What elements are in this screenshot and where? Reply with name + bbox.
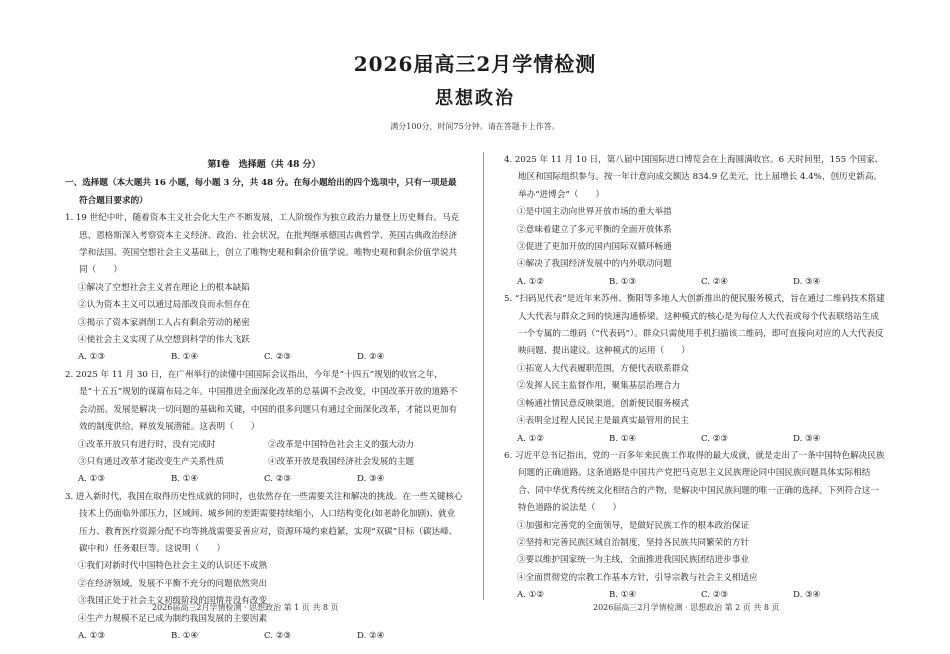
answer-choice-b: B. ①④ <box>171 474 199 485</box>
option-row <box>65 454 463 471</box>
option: ②发挥人民主监督作用，聚集基层治理合力 <box>517 381 681 392</box>
option: ②在经济领域，发展不平衡不充分的问题依然突出 <box>78 578 268 589</box>
answer-choice-c: C. ②③ <box>701 433 729 444</box>
answer-choice-a: A. ①③ <box>78 630 106 641</box>
option: ④解决了我国经济发展中的内外联动问题 <box>517 259 672 270</box>
option: ①改革开放只有进行时，没有完成时 <box>78 439 216 450</box>
answer-choice-c: C. ②③ <box>264 474 292 485</box>
question-stem: 1. 19 世纪中叶，随着资本主义社会化大生产不断发展，工人阶级作为独立政治力量登上历史舞台。马克思、恩格斯深入考察资本主义经济、政治、社会状况，在批判继承德国古典哲学、英国古典政治经济学和法国、英国空想社会主义基础上，创立了唯物史观和剩余价值学说。唯物史观和剩余价值学说共同（ ） <box>65 213 460 276</box>
answer-choice-d: D. ③④ <box>793 590 821 601</box>
exam-title: 2026届高三2月学情检测 <box>353 52 597 76</box>
option: ①解决了空想社会主义者在理论上的根本缺陷 <box>78 282 250 293</box>
option: ①拓宽人大代表履职范围，方便代表联系群众 <box>517 363 689 374</box>
right-column <box>504 152 886 605</box>
section-instructions: 一、选择题（本大题共 16 小题，每小题 3 分，共 48 分。在每小题给出的四个选项中，只有一项是最符合题目要求的） <box>65 178 457 206</box>
option: ③揭示了资本家剥削工人占有剩余劳动的秘密 <box>78 317 250 328</box>
answer-choice-d: D. ③④ <box>793 433 821 444</box>
question-stem: 2. 2025 年 11 月 30 日，在广州举行的读懂中国国际会议指出，今年是“十四五”规划的收官之年，是“十五五”规划的谋篇布局之年。中国推进全面深化改革的总基调不会改变，中国改革开放的道路不会动摇。发展是解决一切问题的基础和关键，中国的很多问题只有通过全面深化改革，才能以更加有效的制度供给，释放发展潜能。这表明（ ） <box>65 369 458 433</box>
option: ③只有通过改革才能改变生产关系性质 <box>78 456 225 467</box>
exam-subject: 思想政治 <box>435 88 515 109</box>
option: ④使社会主义实现了从空想到科学的伟大飞跃 <box>78 335 250 346</box>
section-heading: 第Ⅰ卷 选择题（共 48 分） <box>207 160 321 170</box>
exam-note: 满分100分，时间75分钟。请在答题卡上作答。 <box>390 122 560 131</box>
option: ③畅通社情民意反映渠道，创新便民服务模式 <box>517 398 689 409</box>
option: ①我们对新时代中国特色社会主义的认识还不成熟 <box>78 561 268 572</box>
left-column <box>65 157 463 645</box>
option: ②坚持和完善民族区域自治制度，坚持各民族共同繁荣的方针 <box>517 537 750 548</box>
option: ④全面贯彻党的宗教工作基本方针，引导宗教与社会主义相适应 <box>517 572 758 583</box>
option: ①是中国主动向世界开放市场的重大举措 <box>517 207 672 218</box>
question-stem: 6. 习近平总书记指出，党的一百多年来民族工作取得的最大成就，就是走出了一条中国特色解决民族问题的正确道路。这条道路是中国共产党把马克思主义民族理论同中国民族问题具体实际相结合、同中华优秀传统文化相结合的产物，是解决中国民族问题的唯一正确的选择。下列符合这一特色道路的说法是（ ） <box>504 450 885 514</box>
answer-choices <box>65 471 463 488</box>
answer-choice-a: A. ①② <box>517 276 545 287</box>
question-2 <box>65 367 463 489</box>
answer-choice-c: C. ②③ <box>264 630 292 641</box>
question-stem: 5. “扫码见代表”是近年来苏州、衡阳等多地人大创新推出的便民服务模式，旨在通过二维码技术搭建人大代表与群众之间的快速沟通桥梁。这种模式的核心是为每位人大代表或每个代表联络站生成一个专属的二维码（“代表码”）。群众只需使用手机扫描该二维码，即可直接向对应的人大代表反映问题、提出建议。这种模式的运用（ ） <box>504 294 885 357</box>
answer-choices <box>504 431 886 448</box>
answer-choice-b: B. ①③ <box>609 276 637 287</box>
answer-choice-d: D. ②④ <box>357 352 385 363</box>
option: ④表明全过程人民民主是最真实最管用的民主 <box>517 416 689 427</box>
option: ④改革开放是我国经济社会发展的主题 <box>268 456 415 467</box>
answer-choice-a: A. ①③ <box>78 474 106 485</box>
option: ②改革是中国特色社会主义的强大动力 <box>268 439 415 450</box>
option: ②意味着建立了多元平衡的全面开放体系 <box>517 224 672 235</box>
answer-choice-c: C. ②④ <box>701 276 729 287</box>
answer-choice-b: B. ①④ <box>171 352 199 363</box>
option: ③促进了更加开放的国内国际双循环畅通 <box>517 242 672 253</box>
question-stem: 3. 进入新时代，我国在取得历史性成就的同时，也依然存在一些需要关注和解决的挑战。在一些关键核心技术上仍面临外部压力，区域间、城乡间的差距需要持续缩小，人口结构变化(如老龄化加剧)、就业压力、教育医疗资源分配不均等挑战需要妥善应对，资源环境约束趋紧，实现“双碳”目标（碳达峰、碳中和）任务艰巨等。这说明（ ） <box>65 491 463 554</box>
option: ②认为资本主义可以通过局部改良而永恒存在 <box>78 300 250 311</box>
answer-choice-a: A. ①② <box>517 590 545 601</box>
column-divider <box>483 152 484 600</box>
page-footer-right: 2026届高三2月学情检测 · 思想政治 第 2 页 共 8 页 <box>593 603 780 612</box>
question-4 <box>504 152 886 291</box>
answer-choice-d: D. ③④ <box>793 276 821 287</box>
answer-choice-c: C. ②③ <box>701 590 729 601</box>
option: ④生产力规模不足已成为制约我国发展的主要因素 <box>78 613 268 624</box>
answer-choice-c: C. ②③ <box>264 352 292 363</box>
answer-choice-a: A. ①③ <box>78 352 106 363</box>
answer-choice-a: A. ①② <box>517 433 545 444</box>
question-6 <box>504 448 886 605</box>
answer-choice-b: B. ①④ <box>609 590 637 601</box>
page-footer-left: 2026届高三2月学情检测 · 思想政治 第 1 页 共 8 页 <box>152 603 339 612</box>
option-row <box>65 437 463 454</box>
answer-choice-d: D. ③④ <box>357 474 385 485</box>
answer-choices <box>65 628 463 645</box>
option: ①加强和完善党的全面领导，是做好民族工作的根本政治保证 <box>517 520 750 531</box>
answer-choice-b: B. ①④ <box>609 433 637 444</box>
question-1 <box>65 210 463 367</box>
answer-choices <box>504 274 886 291</box>
question-stem: 4. 2025 年 11 月 10 日，第八届中国国际进口博览会在上海圆满收官。6 天时间里，155 个国家、地区和国际组织参与。按一年计意向成交额达 834.9 亿美元，比上届增长 4.4%，创历史新高。举办“进博会”（ ） <box>504 155 884 200</box>
answer-choice-d: D. ②④ <box>357 630 385 641</box>
answer-choices <box>65 349 463 366</box>
answer-choice-b: B. ①④ <box>171 630 199 641</box>
question-5 <box>504 291 886 448</box>
option: ③我国正处于社会主义初级阶段的国情并没有改变 <box>78 596 268 607</box>
question-3 <box>65 489 463 646</box>
option: ③要以维护国家统一为主线，全面推进我国民族团结进步事业 <box>517 555 750 566</box>
